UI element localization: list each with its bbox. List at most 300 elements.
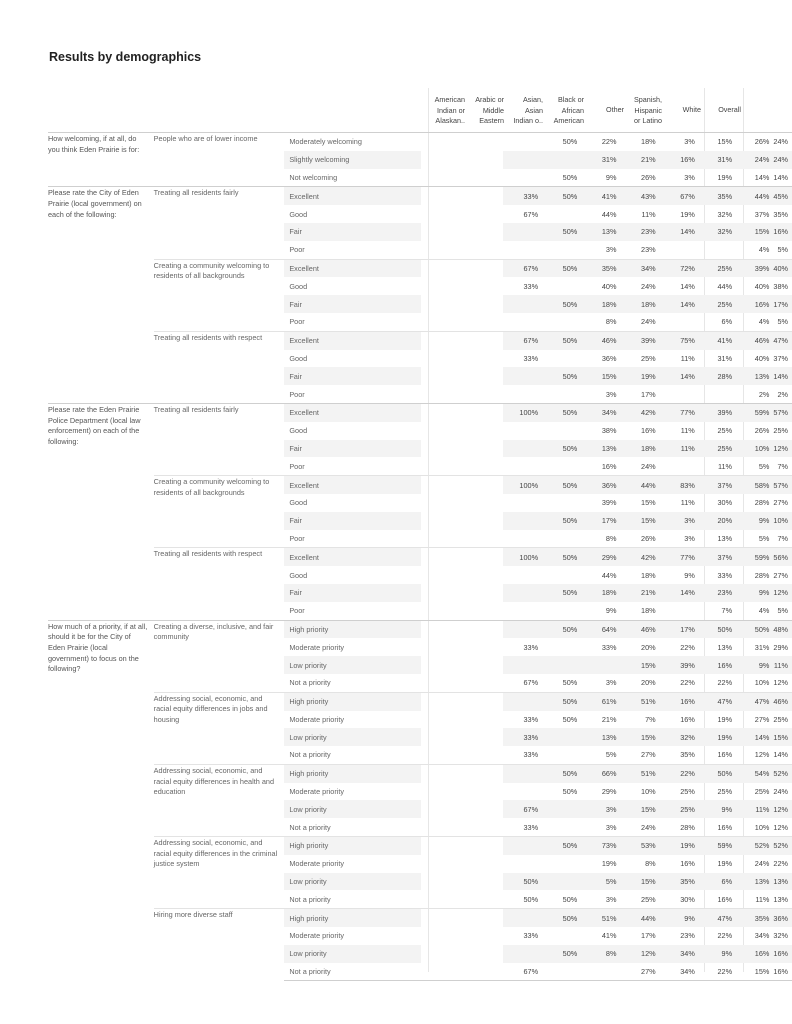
value-cell: 21% — [620, 584, 659, 602]
value-cell: 42% — [620, 548, 659, 566]
response-label: High priority — [284, 764, 421, 782]
value-cell: 50% — [542, 133, 581, 151]
value-cell — [503, 620, 542, 638]
response-label: Moderate priority — [289, 787, 345, 797]
value-cell: 16% — [717, 822, 733, 832]
value-cell: 15% — [736, 963, 773, 981]
spacer-cell — [421, 566, 503, 584]
value-cell: 45% — [773, 187, 792, 205]
value-cell: 18% — [641, 606, 656, 616]
value-cell — [660, 457, 699, 475]
value-cell: 35% — [773, 209, 788, 219]
value-cell: 31% — [699, 151, 736, 169]
value-cell: 14% — [736, 728, 773, 746]
question-label: How much of a priority, if at all, should it be for the City of Eden Prairie (local government) to focus on the following? — [48, 620, 154, 981]
spacer-cell — [421, 457, 503, 475]
value-cell: 51% — [620, 692, 659, 710]
value-cell: 33% — [601, 642, 617, 652]
results-table — [48, 132, 792, 981]
value-cell — [503, 764, 542, 782]
value-cell: 46% — [581, 331, 620, 349]
table-row — [48, 331, 792, 349]
value-cell: 25% — [754, 787, 770, 797]
value-cell: 27% — [773, 570, 788, 580]
value-cell: 15% — [581, 367, 620, 385]
value-cell: 27% — [620, 963, 659, 981]
value-cell: 50% — [542, 295, 581, 313]
value-cell: 43% — [620, 187, 659, 205]
value-cell: 50% — [542, 476, 581, 494]
value-cell: 8% — [605, 317, 617, 327]
response-label: Excellent — [284, 187, 421, 205]
value-cell: 22% — [680, 678, 695, 688]
value-cell: 14% — [680, 281, 695, 291]
response-label: Fair — [284, 512, 421, 530]
spacer-cell — [421, 602, 503, 620]
value-cell: 20% — [641, 642, 656, 652]
spacer-cell — [421, 331, 503, 349]
response-label: Fair — [284, 440, 421, 458]
value-cell: 19% — [680, 209, 695, 219]
value-cell: 11% — [717, 461, 733, 471]
value-cell: 48% — [773, 620, 792, 638]
value-cell: 14% — [660, 584, 699, 602]
value-cell: 37% — [699, 476, 736, 494]
value-cell: 64% — [581, 620, 620, 638]
value-cell: 50% — [542, 584, 581, 602]
column-header: Black or African American — [553, 95, 584, 125]
value-cell: 11% — [680, 353, 695, 363]
value-cell: 3% — [660, 512, 699, 530]
value-cell: 26% — [736, 133, 773, 151]
item-label: Creating a community welcoming to residents of all backgrounds — [154, 476, 285, 548]
value-cell: 19% — [717, 714, 733, 724]
value-cell — [699, 385, 736, 403]
value-cell — [542, 873, 581, 891]
spacer-cell — [421, 367, 503, 385]
value-cell: 5% — [758, 533, 770, 543]
value-cell: 34% — [620, 259, 659, 277]
value-cell: 10% — [754, 822, 770, 832]
value-cell: 58% — [736, 476, 773, 494]
value-cell: 50% — [542, 692, 581, 710]
value-cell: 21% — [601, 714, 617, 724]
spacer-cell — [421, 548, 503, 566]
column-header: American Indian or Alaskan.. — [434, 95, 465, 125]
value-cell: 15% — [699, 133, 736, 151]
value-cell: 16% — [773, 945, 792, 963]
value-cell: 28% — [680, 822, 695, 832]
value-cell: 50% — [542, 403, 581, 421]
value-cell: 57% — [773, 403, 792, 421]
value-cell: 9% — [736, 656, 773, 674]
value-cell: 13% — [581, 728, 620, 746]
value-cell: 41% — [601, 931, 617, 941]
value-cell: 17% — [641, 389, 656, 399]
spacer-cell — [421, 728, 503, 746]
value-cell: 50% — [503, 873, 542, 891]
value-cell: 33% — [523, 931, 539, 941]
value-cell: 22% — [581, 133, 620, 151]
value-cell: 16% — [736, 945, 773, 963]
value-cell: 3% — [581, 800, 620, 818]
value-cell: 3% — [684, 533, 695, 543]
value-cell: 16% — [736, 295, 773, 313]
response-label: High priority — [284, 692, 421, 710]
value-cell: 67% — [503, 963, 542, 981]
value-cell: 14% — [660, 367, 699, 385]
value-cell — [503, 151, 542, 169]
response-label: Not welcoming — [289, 172, 338, 182]
value-cell: 50% — [542, 440, 581, 458]
spacer-cell — [421, 764, 503, 782]
value-cell: 50% — [542, 259, 581, 277]
spacer-cell — [421, 440, 503, 458]
value-cell — [503, 512, 542, 530]
item-label: Treating all residents with respect — [154, 331, 285, 403]
value-cell: 41% — [699, 331, 736, 349]
value-cell: 50% — [542, 909, 581, 927]
value-cell: 9% — [736, 512, 773, 530]
value-cell — [542, 241, 581, 259]
value-cell: 25% — [773, 426, 788, 436]
value-cell — [503, 602, 542, 620]
value-cell: 35% — [699, 187, 736, 205]
value-cell: 46% — [736, 331, 773, 349]
value-cell: 18% — [581, 584, 620, 602]
value-cell: 5% — [581, 873, 620, 891]
value-cell: 50% — [699, 764, 736, 782]
value-cell: 2% — [758, 389, 770, 399]
value-cell: 18% — [620, 133, 659, 151]
value-cell: 7% — [721, 606, 733, 616]
value-cell: 40% — [601, 281, 617, 291]
value-cell: 50% — [562, 678, 578, 688]
value-cell: 8% — [581, 945, 620, 963]
value-cell: 35% — [660, 873, 699, 891]
spacer-cell — [421, 476, 503, 494]
value-cell: 15% — [620, 800, 659, 818]
value-cell: 11% — [736, 800, 773, 818]
value-cell: 46% — [773, 692, 792, 710]
value-cell: 44% — [601, 209, 617, 219]
value-cell — [581, 963, 620, 981]
value-cell: 100% — [503, 548, 542, 566]
table-row — [48, 133, 792, 151]
spacer-cell — [421, 133, 503, 151]
response-label: Poor — [289, 389, 305, 399]
value-cell: 52% — [736, 837, 773, 855]
value-cell: 24% — [773, 151, 792, 169]
spacer-cell — [421, 187, 503, 205]
column-header: White — [682, 105, 701, 114]
value-cell: 47% — [699, 692, 736, 710]
value-cell: 11% — [773, 656, 792, 674]
spacer-cell — [421, 530, 503, 548]
value-cell: 24% — [754, 859, 770, 869]
value-cell: 32% — [717, 209, 733, 219]
value-cell — [542, 800, 581, 818]
value-cell: 19% — [699, 728, 736, 746]
value-cell: 9% — [605, 606, 617, 616]
value-cell: 100% — [503, 403, 542, 421]
value-cell: 19% — [620, 367, 659, 385]
response-label: Not a priority — [289, 822, 331, 832]
value-cell: 22% — [660, 764, 699, 782]
value-cell: 5% — [758, 461, 770, 471]
response-label: Not a priority — [289, 894, 331, 904]
spacer-cell — [421, 963, 503, 981]
value-cell: 50% — [542, 367, 581, 385]
value-cell — [699, 241, 736, 259]
value-cell: 17% — [641, 931, 656, 941]
value-cell: 40% — [754, 353, 770, 363]
value-cell: 77% — [660, 403, 699, 421]
spacer-cell — [421, 945, 503, 963]
value-cell: 50% — [562, 894, 578, 904]
value-cell: 23% — [641, 245, 656, 255]
value-cell: 15% — [620, 656, 659, 674]
value-cell: 44% — [620, 909, 659, 927]
value-cell: 5% — [777, 317, 788, 327]
response-label: Good — [289, 498, 308, 508]
item-label: Addressing social, economic, and racial equity differences in health and education — [154, 764, 285, 836]
spacer-cell — [421, 169, 503, 187]
value-cell: 4% — [758, 245, 770, 255]
value-cell: 4% — [758, 606, 770, 616]
value-cell: 29% — [581, 548, 620, 566]
value-cell: 15% — [620, 873, 659, 891]
value-cell: 50% — [542, 331, 581, 349]
value-cell: 22% — [699, 963, 736, 981]
value-cell: 44% — [620, 476, 659, 494]
value-cell: 13% — [773, 873, 792, 891]
value-cell: 10% — [773, 512, 792, 530]
value-cell: 3% — [605, 245, 617, 255]
value-cell — [660, 313, 699, 331]
response-label: Fair — [284, 295, 421, 313]
value-cell: 25% — [699, 259, 736, 277]
spacer-cell — [421, 295, 503, 313]
value-cell — [660, 241, 699, 259]
value-cell: 16% — [660, 692, 699, 710]
value-cell: 39% — [601, 498, 617, 508]
value-cell: 13% — [773, 894, 788, 904]
value-cell: 28% — [754, 570, 770, 580]
value-cell: 12% — [620, 945, 659, 963]
value-cell: 24% — [641, 281, 656, 291]
response-label: Good — [289, 426, 308, 436]
value-cell — [542, 855, 581, 873]
value-cell — [542, 746, 581, 764]
value-cell: 40% — [754, 281, 770, 291]
value-cell: 4% — [758, 317, 770, 327]
value-cell: 50% — [542, 837, 581, 855]
value-cell — [542, 151, 581, 169]
value-cell: 25% — [717, 426, 733, 436]
value-cell: 28% — [754, 498, 770, 508]
spacer-cell — [421, 385, 503, 403]
value-cell — [503, 440, 542, 458]
value-cell: 7% — [777, 533, 788, 543]
response-label: Fair — [284, 223, 421, 241]
column-header: Arabic or Middle Eastern — [475, 95, 504, 125]
response-label: Not a priority — [289, 678, 331, 688]
value-cell: 50% — [542, 187, 581, 205]
value-cell: 36% — [773, 909, 792, 927]
response-label: Poor — [289, 533, 305, 543]
value-cell: 39% — [699, 403, 736, 421]
value-cell: 31% — [717, 353, 733, 363]
value-cell — [503, 313, 542, 331]
value-cell: 39% — [620, 331, 659, 349]
column-header: Spanish, Hispanic or Latino — [634, 95, 662, 125]
value-cell — [503, 241, 542, 259]
spacer-cell — [421, 656, 503, 674]
table-row — [48, 837, 792, 855]
value-cell: 3% — [605, 678, 617, 688]
value-cell: 20% — [641, 678, 656, 688]
spacer-cell — [421, 855, 503, 873]
value-cell: 23% — [620, 223, 659, 241]
value-cell: 12% — [773, 440, 792, 458]
value-cell — [503, 855, 542, 873]
value-cell: 67% — [503, 259, 542, 277]
response-label: Poor — [289, 317, 305, 327]
spacer-cell — [421, 259, 503, 277]
response-label: Poor — [289, 606, 305, 616]
value-cell: 8% — [605, 533, 617, 543]
spacer-cell — [421, 403, 503, 421]
value-cell — [542, 457, 581, 475]
item-label: Creating a diverse, inclusive, and fair community — [154, 620, 285, 692]
value-cell: 24% — [641, 317, 656, 327]
value-cell: 59% — [699, 837, 736, 855]
value-cell: 10% — [754, 678, 770, 688]
value-cell: 23% — [699, 584, 736, 602]
spacer-cell — [421, 692, 503, 710]
value-cell: 33% — [523, 750, 539, 760]
value-cell: 75% — [660, 331, 699, 349]
value-cell — [503, 584, 542, 602]
value-cell — [581, 656, 620, 674]
spacer-cell — [421, 638, 503, 656]
value-cell: 32% — [773, 931, 788, 941]
value-cell: 16% — [680, 714, 695, 724]
value-cell: 25% — [680, 787, 695, 797]
value-cell: 59% — [736, 548, 773, 566]
item-label: Treating all residents fairly — [154, 403, 285, 475]
value-cell: 67% — [523, 209, 539, 219]
value-cell: 25% — [773, 714, 788, 724]
value-cell: 16% — [773, 223, 792, 241]
value-cell — [503, 530, 542, 548]
value-cell: 67% — [523, 678, 539, 688]
value-cell: 6% — [699, 873, 736, 891]
value-cell — [542, 927, 581, 945]
value-cell: 22% — [717, 931, 733, 941]
response-label: Low priority — [284, 800, 421, 818]
value-cell: 40% — [773, 259, 792, 277]
value-cell: 16% — [680, 859, 695, 869]
value-cell: 24% — [773, 787, 788, 797]
value-cell: 16% — [773, 963, 792, 981]
value-cell — [542, 728, 581, 746]
value-cell: 17% — [660, 620, 699, 638]
response-label: Moderate priority — [289, 859, 345, 869]
value-cell: 24% — [641, 822, 656, 832]
value-cell: 26% — [754, 426, 770, 436]
value-cell: 34% — [660, 963, 699, 981]
response-label: Low priority — [284, 656, 421, 674]
value-cell: 13% — [717, 642, 733, 652]
value-cell: 33% — [523, 714, 539, 724]
response-label: Fair — [284, 584, 421, 602]
item-label: Addressing social, economic, and racial equity differences in jobs and housing — [154, 692, 285, 764]
spacer-cell — [421, 584, 503, 602]
value-cell: 16% — [601, 461, 617, 471]
value-cell: 11% — [680, 426, 695, 436]
value-cell: 47% — [773, 331, 792, 349]
value-cell: 12% — [773, 800, 792, 818]
value-cell — [503, 656, 542, 674]
response-label: Poor — [289, 461, 305, 471]
value-cell: 67% — [660, 187, 699, 205]
value-cell: 18% — [620, 440, 659, 458]
value-cell: 24% — [736, 151, 773, 169]
value-cell: 67% — [503, 800, 542, 818]
value-cell: 3% — [605, 389, 617, 399]
response-label: Not a priority — [289, 750, 331, 760]
response-label: High priority — [284, 909, 421, 927]
value-cell — [660, 385, 699, 403]
value-cell — [503, 367, 542, 385]
response-label: Good — [289, 570, 308, 580]
value-cell — [542, 313, 581, 331]
value-cell — [542, 638, 581, 656]
value-cell — [542, 530, 581, 548]
value-cell: 25% — [660, 800, 699, 818]
value-cell: 7% — [777, 461, 788, 471]
value-cell: 35% — [736, 909, 773, 927]
value-cell: 9% — [736, 584, 773, 602]
value-cell: 3% — [605, 822, 617, 832]
value-cell: 50% — [542, 620, 581, 638]
value-cell: 67% — [503, 331, 542, 349]
spacer-cell — [421, 512, 503, 530]
value-cell: 51% — [581, 909, 620, 927]
spacer-cell — [421, 151, 503, 169]
value-cell: 38% — [601, 426, 617, 436]
value-cell: 10% — [736, 440, 773, 458]
value-cell: 14% — [773, 172, 788, 182]
value-cell: 15% — [620, 728, 659, 746]
response-label: Moderately welcoming — [284, 133, 421, 151]
response-label: Excellent — [284, 403, 421, 421]
response-label: Good — [289, 281, 308, 291]
question-label: Please rate the City of Eden Prairie (local government) on each of the following: — [48, 187, 154, 404]
value-cell: 12% — [773, 678, 788, 688]
value-cell: 3% — [660, 133, 699, 151]
value-cell: 19% — [601, 859, 617, 869]
value-cell: 13% — [581, 223, 620, 241]
value-cell: 21% — [620, 151, 659, 169]
value-cell: 50% — [562, 172, 578, 182]
table-row — [48, 764, 792, 782]
value-cell: 52% — [773, 837, 792, 855]
value-cell: 15% — [620, 512, 659, 530]
value-cell: 25% — [641, 353, 656, 363]
